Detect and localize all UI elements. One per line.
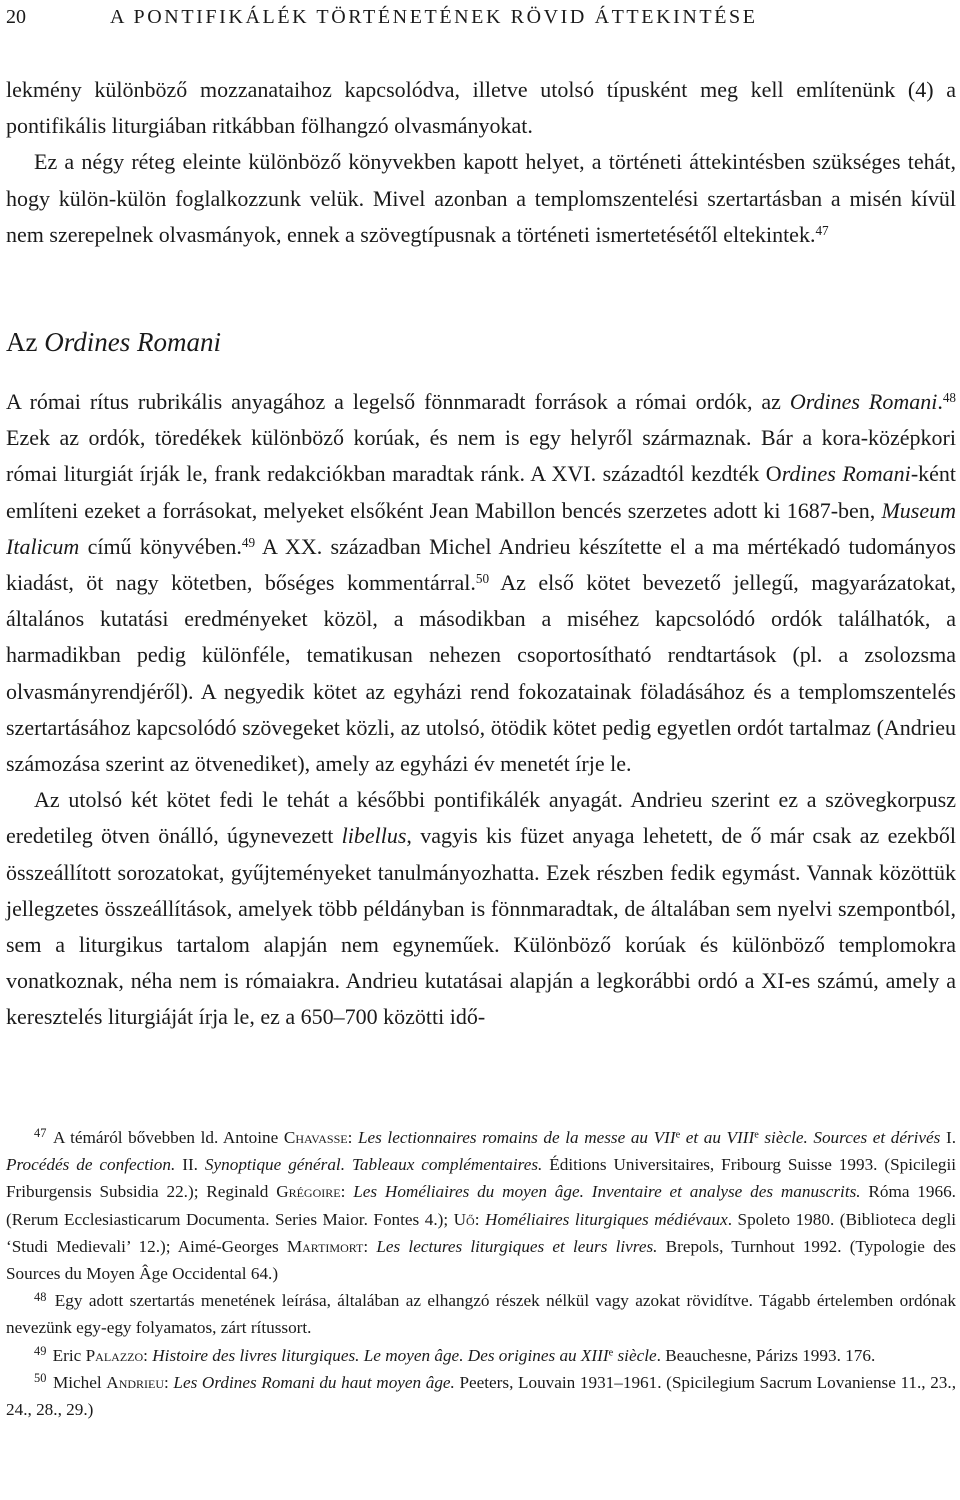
footnote-50 [6,1369,956,1423]
page-header [6,2,954,32]
text-run: -ként említeni ezeket a forrásokat, melyeket elsőként Jean Mabillon bencés szerzetes adott ki 1687-ben, [6,461,957,523]
section-heading-prefix: Az [6,327,45,357]
work-title: Procédés de confection. [6,1155,176,1175]
intro-paragraph-1: lekmény különböző mozzanataihoz kapcsolódva, illetve utolsó típusként meg kell említenünk (4) a pontifikális liturgiában ritkábban fölhangzó olvasmányokat. [6,77,956,139]
work-title: Synoptique général. Tableaux complémentaires. [204,1155,543,1175]
text-run: című könyvében. [79,533,242,559]
text-run: : [143,1345,153,1365]
footnote-number: 50 [34,1371,47,1386]
text-run: : [340,1182,354,1202]
author-name: Uő [453,1209,475,1229]
author-name: Andrieu [106,1372,165,1392]
text-run-italic: Museum Italicum [6,497,956,559]
text-run: : [474,1209,486,1229]
superscript: e [608,1346,614,1358]
text-run: Peeters, Louvain 1931–1961. (Spicilegium Sacrum Lovaniense 11., 23., 24., 28., 29.) [6,1372,956,1420]
author-name: Martimort [286,1236,364,1256]
text-run: Az utolsó két kötet fedi le tehát a későbbi pontifikálék anyagát. Andrieu szerint ez a szövegkorpusz eredetileg ötven önálló, úgynevezett [6,787,956,849]
footnote-number: 49 [34,1344,47,1359]
work-title: Les Ordines Romani du haut moyen âge. [173,1372,455,1392]
work-title: siècle. Sources et dérivés [758,1128,941,1147]
text-run: Ezek az ordók, töredékek különböző korúak, és nem is egy helyről származnak. Bár a kora-középkori római liturgiát írják le, frank redakciókban maradtak ránk. A XVI. századtól kezdték O [6,425,956,487]
author-name: Palazzo [85,1345,144,1365]
footnote-number: 48 [34,1289,47,1304]
text-run: Michel [48,1372,107,1392]
text-run: Az első kötet bevezető jellegű, magyarázatokat, általános kutatási eredményeket közöl, a másodikban a miséhez kapcsolódó ordók találhatók, a harmadikban pedig különféle, tematikusan nehezen csoportosítható rendtartások (pl. a zsolozsma olvasmányrendjéről). A negyedik kötet az egyházi rend fokozatainak föladásához és a templomszentelés szertartásához kapcsolódó szövegeket közli, az utolsó, ötödik kötet pedig egyetlen ordót tartalmaz (Andrieu számozása szerint az ötvenediket), amely az egyházi év menetét írje le. [6,570,956,777]
section-heading [6,322,221,362]
author-name: Grégoire [276,1182,341,1202]
text-run: Róma 1966. (Rerum Ecclesiasticarum Documenta. Series Maior. Fontes 4.); [6,1182,956,1229]
text-run: Éditions Universitaires, Fribourg Suisse 1993. (Spicilegii Friburgensis Subsidia 22.); Reginald [6,1155,956,1202]
section-heading-title: Ordines Romani [44,327,221,357]
footnote-47 [6,1124,956,1287]
text-run: A római rítus rubrikális anyagához a legelső fönnmaradt források a római ordók, az [6,389,790,414]
text-run: Egy adott szertartás menetének leírása, általában az elhangzó részek nélkül vagy azokat rövidítve. Tágabb értelemben ordónak nevezünk egy-egy folyamatos, zárt rítussort. [6,1291,956,1338]
work-title: Histoire des livres liturgiques. Le moyen âge. Des origines au XIII [152,1345,609,1365]
text-run-italic: Ordines Romani [789,389,938,414]
footnotes [6,1124,956,1423]
work-title: siècle [613,1345,657,1365]
footnote-49 [6,1342,956,1369]
text-run: , vagyis kis füzet anyaga lehetett, de ő már csak az ezekből összeállított sorozatokat, gyűjteményeket tanulmányozhatta. Ezek részben fedik egymást. Vannak közöttük jellegzetes összeállítások, amelyek több példányban is fönnmaradtak, de általában sem nyelvi szempontból, sem a liturgikus tartalom alapján nem egyneműek. Különböző korúak és különböző templomokra vonatkoznak, néha nem is rómaiakra. Andrieu kutatásai alapján a legkorábbi ordó a XI-es számú, amely a keresztelés liturgiáját írja le, ez a 650–700 közötti idő- [6,823,956,1030]
text-run: : [347,1128,358,1147]
running-title: A PONTIFIKÁLÉK TÖRTÉNETÉNEK RÖVID ÁTTEKINTÉSE [110,6,758,28]
text-run: A XX. században Michel Andrieu készítette el a ma mértékadó tudományos kiadást, öt nagy kötetben, bőséges kommentárral. [6,533,956,596]
intro-text [6,72,956,253]
footnote-number: 47 [34,1126,47,1141]
intro-paragraph-2 [6,144,956,253]
superscript: e [675,1129,681,1141]
footnote-ref-50: 50 [475,570,490,586]
text-run: Eric [48,1345,86,1365]
text-run: : [363,1236,377,1256]
text-run: : [164,1372,174,1392]
work-title: Homéliaires liturgiques médiévaux [485,1209,728,1229]
text-run-italic: rdines Romani [781,461,911,487]
author-name: Chavasse [283,1128,348,1147]
text-run: Brepols, Turnhout 1992. (Typologie des Sources du Moyen Âge Occidental 64.) [6,1236,956,1284]
superscript: e [754,1129,759,1141]
footnote-ref-47: 47 [815,222,829,238]
footnote-ref-49: 49 [241,534,256,550]
text-run: . Beauchesne, Párizs 1993. 176. [656,1345,876,1365]
page-number: 20 [6,6,26,28]
section-paragraph-1 [6,384,956,782]
text-run: . [937,389,943,414]
text-run: II. [175,1155,205,1175]
work-title: Les lectures liturgiques et leurs livres. [376,1236,658,1256]
section-body [6,384,956,1036]
text-run: . Spoleto 1980. (Biblioteca degli ‘Studi Medievali’ 12.); Aimé-Georges [6,1209,957,1256]
text-run: I. [940,1128,956,1147]
work-title: Les lectionnaires romains de la messe au VII [357,1128,676,1147]
work-title: et au VIII [680,1128,755,1147]
footnote-ref-48: 48 [942,389,957,405]
intro-paragraph-2-text: Ez a négy réteg eleinte különböző könyvekben kapott helyet, a történeti áttekintésben szükséges tehát, hogy külön-külön foglalkozzunk velük. Mivel azonban a templomszentelési szertartásban a misén kívül nem szerepelnek olvasmányok, ennek a szövegtípusnak a történeti ismertetésétől eltekintek. [6,149,956,247]
text-run-italic: libellus [341,823,407,849]
section-paragraph-2 [6,782,956,1035]
text-run: A témáról bővebben ld. Antoine [48,1128,284,1147]
work-title: Les Homéliaires du moyen âge. Inventaire et analyse des manuscrits. [353,1182,861,1202]
footnote-48 [6,1287,956,1341]
